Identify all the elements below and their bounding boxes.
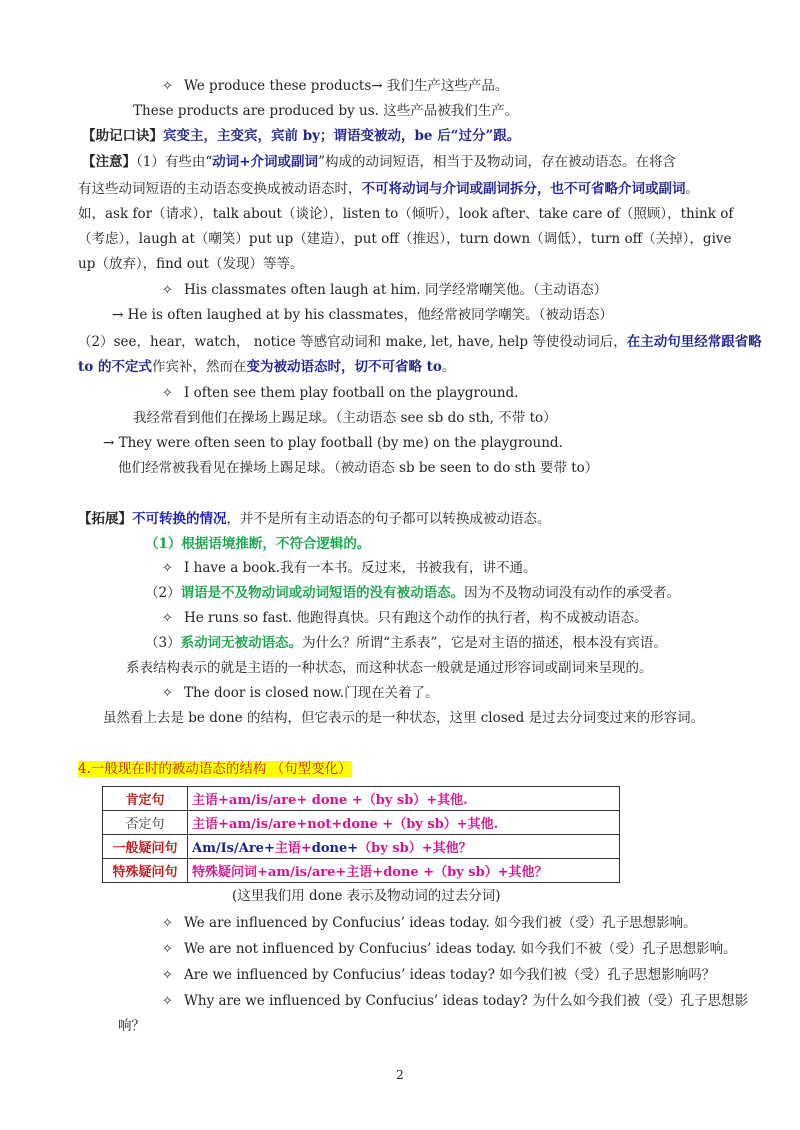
example-line: 响？ bbox=[118, 1018, 145, 1034]
row-label: 特殊疑问句 bbox=[103, 859, 188, 883]
row-formula: 主语+am/is/are+not+done +（by sb）+其他. bbox=[188, 811, 620, 835]
bullet-icon: ✧ bbox=[162, 968, 173, 983]
example-line: → They were often seen to play football (by me) on the playground. bbox=[103, 435, 563, 451]
row-label: 肯定句 bbox=[103, 787, 188, 811]
extension-line: （2）谓语是不及物动词或动词短语的没有被动语态。因为不及物动词没有动作的承受者。 bbox=[145, 585, 681, 601]
table-row bbox=[103, 811, 620, 835]
bullet-icon: ✧ bbox=[162, 386, 173, 401]
example-line: These products are produced by us. 这些产品被我们生产。 bbox=[133, 103, 519, 119]
bullet-icon: ✧ bbox=[162, 686, 173, 701]
note-line: （考虑），laugh at（嘲笑）put up（建造），put off（推迟），turn down（调低），turn off（关掉），give bbox=[78, 231, 732, 247]
example-line: We produce these products→ 我们生产这些产品。 bbox=[184, 78, 509, 94]
row-formula: Am/Is/Are+主语+done+（by sb）+其他？ bbox=[188, 835, 620, 859]
extension-line: （1）根据语境推断，不符合逻辑的。 bbox=[145, 536, 371, 552]
section-heading: 4.一般现在时的被动语态的结构 （句型变化） bbox=[78, 761, 352, 777]
bullet-icon: ✧ bbox=[162, 611, 173, 626]
example-line: 他们经常被我看见在操场上踢足球。（被动语态 sb be seen to do sth 要带 to） bbox=[118, 460, 599, 476]
page-number: 2 bbox=[396, 1068, 404, 1082]
note-line: 如，ask for（请求），talk about（谈论），listen to（倾听），look after、take care of（照顾），think of bbox=[78, 206, 734, 222]
note-line: to 的不定式作宾补，然而在变为被动语态时，切不可省略 to。 bbox=[78, 359, 456, 375]
example-line: → He is often laughed at by his classmates，他经常被同学嘲笑。（被动语态） bbox=[112, 307, 613, 323]
example-line: ✧ The door is closed now.门现在关着了。 bbox=[162, 685, 439, 701]
row-formula: 主语+am/is/are+ done +（by sb）+其他. bbox=[188, 787, 620, 811]
example-line: ✧ Are we influenced by Confucius’ ideas today? 如今我们被（受）孔子思想影响吗？ bbox=[162, 967, 716, 983]
bullet-icon: ✧ bbox=[162, 994, 173, 1009]
extension-line: （3）系动词无被动语态。为什么？所谓“主系表”，它是对主语的描述，根本没有宾语。 bbox=[145, 635, 667, 651]
example-line: 我经常看到他们在操场上踢足球。（主动语态 see sb do sth, 不带 to） bbox=[133, 410, 557, 426]
note-line: up（放弃），find out（发现）等等。 bbox=[78, 256, 304, 272]
extension-line: 【拓展】不可转换的情况，并不是所有主动语态的句子都可以转换成被动语态。 bbox=[78, 511, 551, 527]
bullet-icon: ✧ bbox=[162, 283, 173, 298]
example-line: ✧ Why are we influenced by Confucius’ ideas today? 为什么如今我们被（受）孔子思想影 bbox=[162, 993, 749, 1009]
table-row bbox=[103, 859, 620, 883]
example-line: ✧ I often see them play football on the playground. bbox=[162, 385, 519, 401]
example-line: ✧ We are not influenced by Confucius’ ideas today. 如今我们不被（受）孔子思想影响。 bbox=[162, 941, 737, 957]
extension-line: 虽然看上去是 be done 的结构，但它表示的是一种状态，这里 closed 是过去分词变过来的形容词。 bbox=[103, 710, 705, 726]
table-row bbox=[103, 787, 620, 811]
bullet-icon: ✧ bbox=[162, 561, 173, 576]
bullet-icon: ✧ bbox=[162, 942, 173, 957]
extension-line: 系表结构表示的就是主语的一种状态，而这种状态一般就是通过形容词或副词来呈现的。 bbox=[126, 660, 653, 676]
note-line: 【注意】（1）有些由“动词+介词或副词”构成的动词短语，相当于及物动词，存在被动语态。在将含 bbox=[82, 154, 676, 170]
structure-table bbox=[102, 786, 620, 883]
table-row bbox=[103, 835, 620, 859]
example-line: ✧ He runs so fast. 他跑得真快。只有跑这个动作的执行者，构不成被动语态。 bbox=[162, 610, 648, 626]
example-line: ✧ His classmates often laugh at him. 同学经常嘲笑他。（主动语态） bbox=[162, 282, 608, 298]
bullet-icon: ✧ We produce these products→ 我们生产这些产品。 bbox=[162, 78, 509, 94]
row-formula: 特殊疑问词+am/is/are+主语+done +（by sb）+其他？ bbox=[188, 859, 620, 883]
example-line: ✧ We are influenced by Confucius’ ideas today. 如今我们被（受）孔子思想影响。 bbox=[162, 915, 697, 931]
row-label: 一般疑问句 bbox=[103, 835, 188, 859]
note-line: 有这些动词短语的主动语态变换成被动语态时，不可将动词与介词或副词拆分，也不可省略介词或副词。 bbox=[78, 181, 699, 197]
note-line: （2）see，hear，watch， notice 等感官动词和 make, let, have, help 等使役动词后，在主动句里经常跟省略 bbox=[78, 334, 762, 350]
mnemonic-line: 【助记口诀】宾变主，主变宾，宾前 by；谓语变被动，be 后“过分”跟。 bbox=[82, 128, 521, 144]
table-note: (这里我们用 done 表示及物动词的过去分词) bbox=[232, 888, 501, 904]
bullet-icon: ✧ bbox=[162, 916, 173, 931]
row-label: 否定句 bbox=[103, 811, 188, 835]
example-line: ✧ I have a book.我有一本书。反过来，书被我有，讲不通。 bbox=[162, 560, 537, 576]
